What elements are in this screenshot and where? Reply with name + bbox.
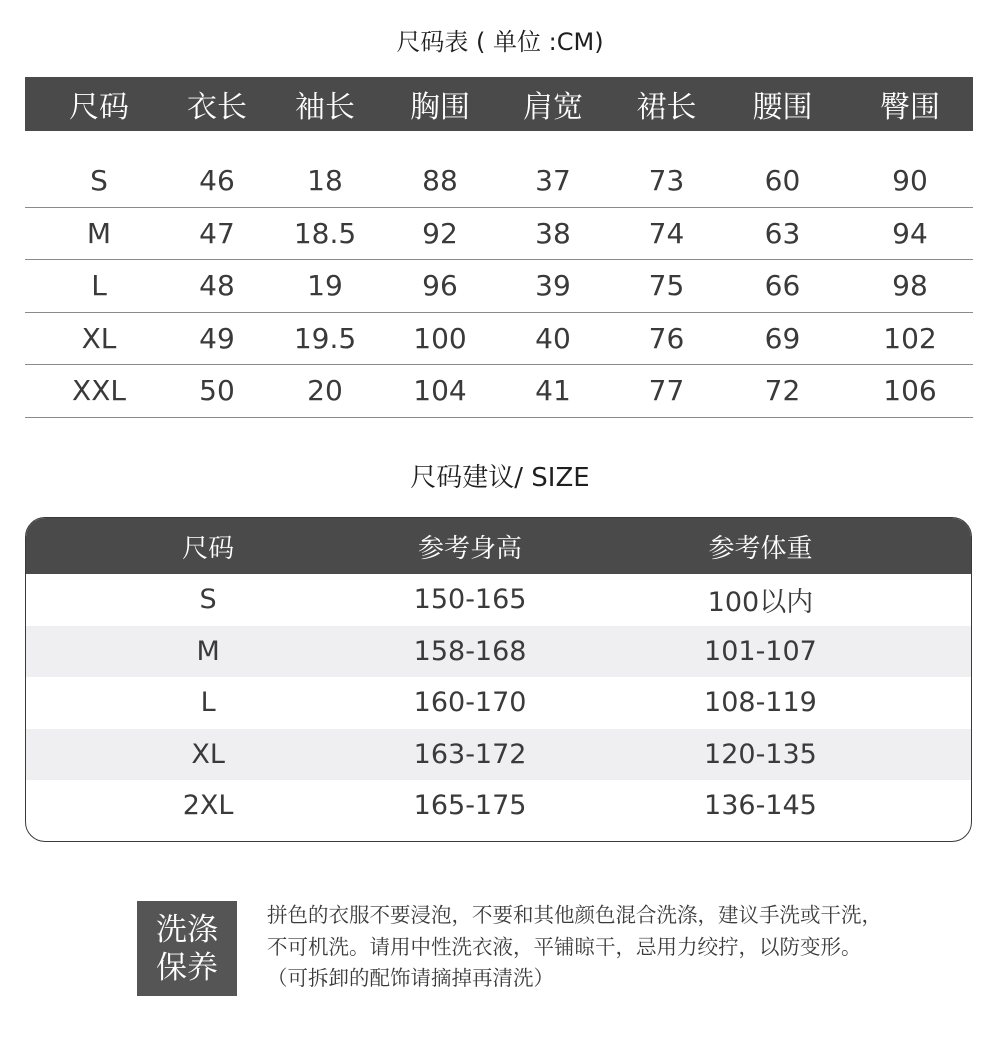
table-cell: 40 bbox=[535, 321, 571, 355]
table-cell: 104 bbox=[413, 374, 467, 408]
table-cell: S bbox=[90, 164, 108, 198]
table-cell: 98 bbox=[892, 269, 928, 303]
table-cell: 96 bbox=[422, 269, 458, 303]
table-cell: 46 bbox=[199, 164, 235, 198]
table-cell: 69 bbox=[764, 321, 801, 355]
table-cell: L bbox=[200, 687, 216, 719]
table-cell: 60 bbox=[764, 164, 801, 198]
table-cell: M bbox=[86, 216, 112, 250]
table-cell: S bbox=[199, 584, 217, 616]
table-row bbox=[25, 365, 973, 418]
table-cell: 50 bbox=[199, 374, 235, 408]
table-cell: 49 bbox=[199, 321, 235, 355]
table-cell: 163-172 bbox=[413, 738, 527, 770]
header-bust: 胸围 bbox=[410, 90, 470, 125]
table-cell: 108-119 bbox=[704, 687, 817, 719]
table-cell: XL bbox=[191, 738, 225, 770]
table-row bbox=[25, 313, 973, 366]
table-cell: 2XL bbox=[182, 790, 234, 822]
table-cell: 63 bbox=[764, 216, 801, 250]
table-cell: 75 bbox=[648, 269, 685, 303]
table-cell: 18 bbox=[307, 164, 343, 198]
table-cell: 160-170 bbox=[413, 687, 527, 719]
care-badge bbox=[137, 901, 237, 996]
header-size: 尺码 bbox=[69, 90, 129, 125]
size-chart-title: 尺码表 ( 单位 :CM) bbox=[396, 28, 604, 56]
size-chart-header bbox=[25, 77, 973, 131]
size-suggestion-header bbox=[26, 518, 971, 574]
header-size: 尺码 bbox=[182, 533, 235, 564]
table-row bbox=[25, 208, 973, 261]
size-chart-body bbox=[25, 155, 973, 418]
header-weight: 参考体重 bbox=[708, 533, 813, 564]
header-skirt-length: 裙长 bbox=[636, 90, 697, 125]
header-sleeve: 袖长 bbox=[295, 90, 355, 125]
care-badge-line1: 洗涤 bbox=[156, 911, 218, 948]
size-suggestion-title: 尺码建议/ SIZE bbox=[410, 463, 590, 493]
table-cell: 72 bbox=[764, 374, 801, 408]
table-row bbox=[25, 260, 973, 313]
care-instructions: 拼色的衣服不要浸泡，不要和其他颜色混合洗涤，建议手洗或干洗，不可机洗。请用中性洗衣液，平铺晾干，忌用力绞拧，以防变形。（可拆卸的配饰请摘掉再清洗） bbox=[267, 903, 882, 990]
table-cell: 41 bbox=[535, 374, 571, 408]
size-suggestion-table bbox=[25, 517, 972, 842]
header-shoulder: 肩宽 bbox=[523, 90, 583, 125]
table-row bbox=[25, 155, 973, 208]
table-cell: 106 bbox=[883, 374, 937, 408]
table-cell: 136-145 bbox=[704, 790, 817, 822]
table-cell: 37 bbox=[535, 164, 571, 198]
table-cell: 19 bbox=[307, 269, 343, 303]
table-cell: 158-168 bbox=[413, 635, 527, 667]
care-badge-line2: 保养 bbox=[156, 949, 218, 986]
table-cell: 102 bbox=[883, 321, 937, 355]
table-cell: 101-107 bbox=[704, 635, 817, 667]
table-row bbox=[26, 729, 971, 781]
table-cell: 120-135 bbox=[704, 738, 817, 770]
header-hip: 臀围 bbox=[880, 90, 940, 125]
table-cell: 39 bbox=[535, 269, 571, 303]
header-length: 衣长 bbox=[187, 90, 247, 125]
table-cell: M bbox=[196, 635, 220, 667]
header-height: 参考身高 bbox=[418, 533, 523, 564]
table-cell: XXL bbox=[72, 374, 126, 408]
table-cell: XL bbox=[81, 321, 117, 355]
table-cell: 66 bbox=[764, 269, 801, 303]
table-row bbox=[26, 574, 971, 626]
table-cell: 74 bbox=[648, 216, 685, 250]
table-cell: 165-175 bbox=[413, 790, 527, 822]
table-cell: 47 bbox=[199, 216, 235, 250]
table-cell: 48 bbox=[199, 269, 235, 303]
table-cell: 77 bbox=[648, 374, 685, 408]
table-cell: 20 bbox=[307, 374, 343, 408]
table-cell: 19.5 bbox=[293, 321, 357, 355]
table-row bbox=[26, 626, 971, 678]
table-cell: 76 bbox=[648, 321, 685, 355]
header-waist: 腰围 bbox=[752, 90, 813, 125]
table-cell: 88 bbox=[422, 164, 458, 198]
table-cell: L bbox=[91, 269, 107, 303]
table-cell: 18.5 bbox=[293, 216, 357, 250]
table-cell: 100 bbox=[413, 321, 467, 355]
table-row bbox=[26, 677, 971, 729]
table-cell: 150-165 bbox=[413, 584, 527, 616]
table-cell: 100以内 bbox=[707, 587, 814, 619]
table-cell: 38 bbox=[535, 216, 571, 250]
table-cell: 92 bbox=[422, 216, 458, 250]
table-cell: 94 bbox=[892, 216, 928, 250]
table-row bbox=[26, 780, 971, 832]
table-cell: 90 bbox=[892, 164, 928, 198]
table-cell: 73 bbox=[648, 164, 685, 198]
